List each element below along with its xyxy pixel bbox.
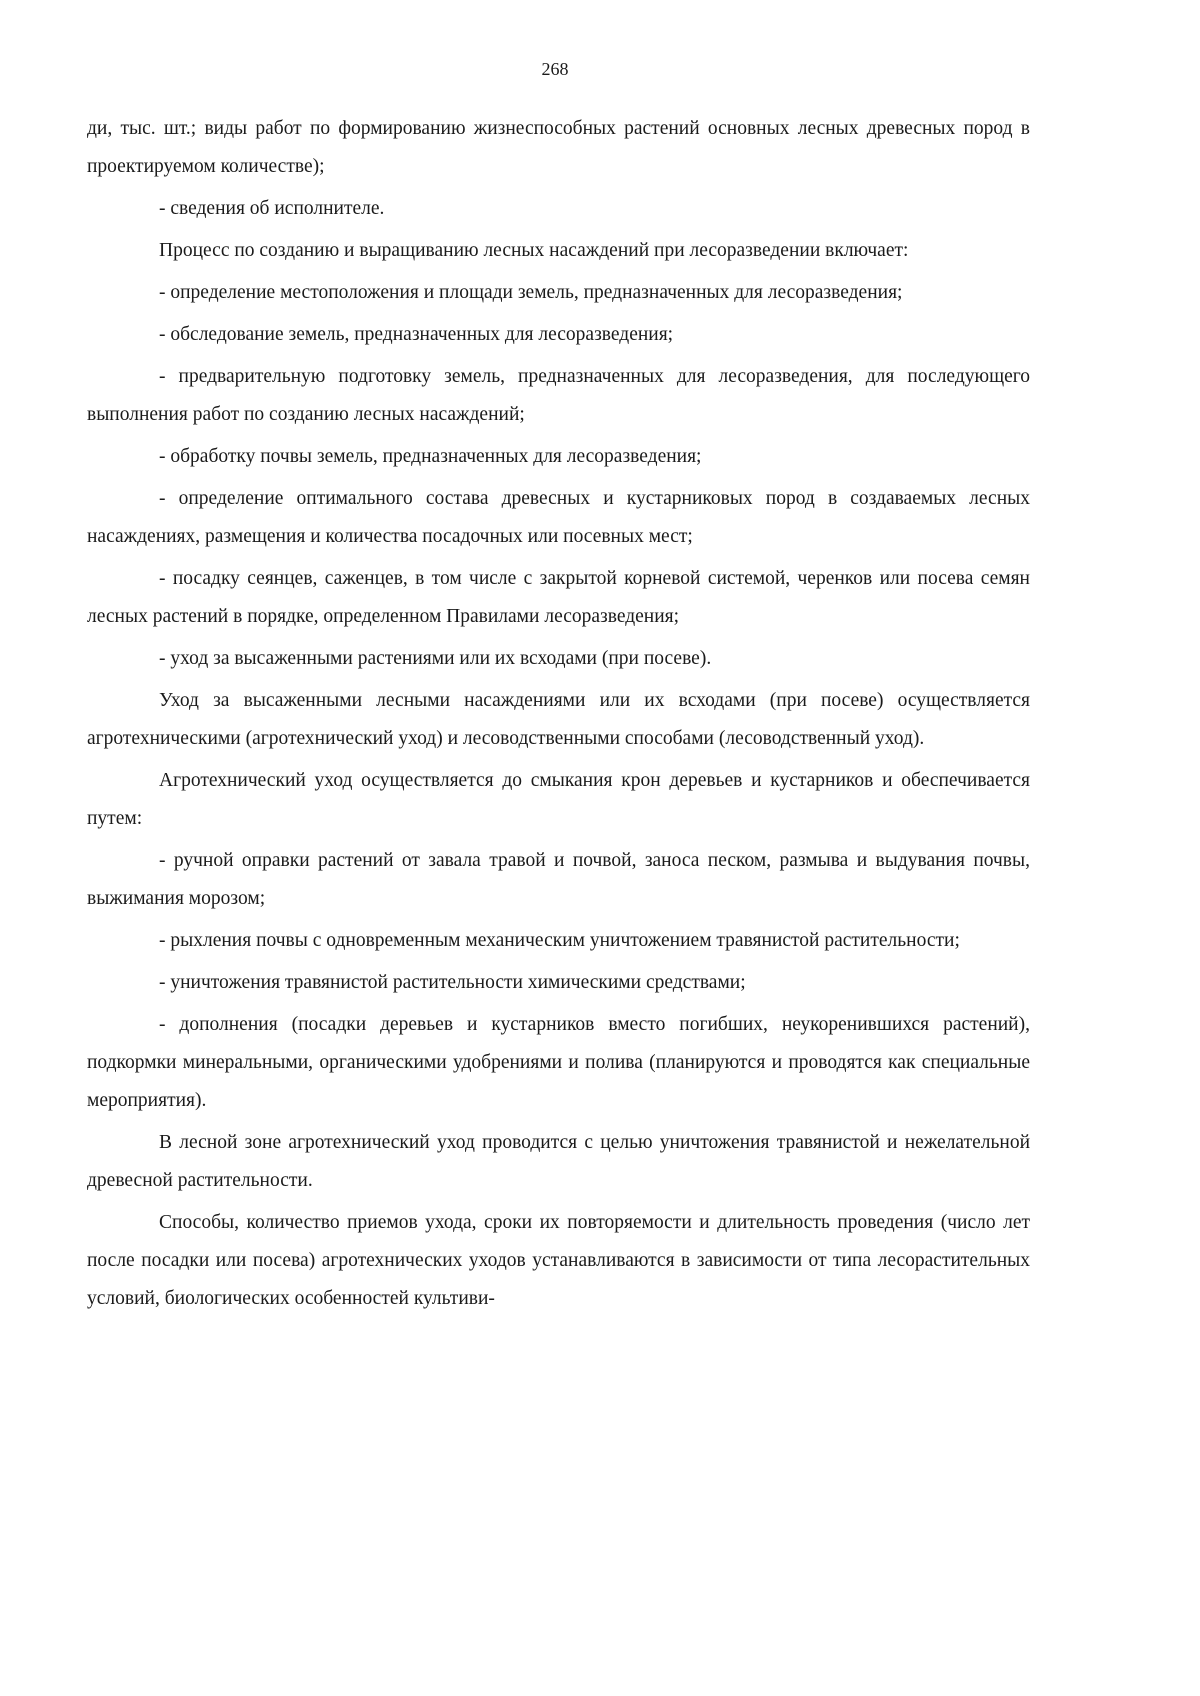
list-item: - обработку почвы земель, предназначенных для лесоразведения; xyxy=(159,446,702,467)
paragraph: ди, тыс. шт.; виды работ по формированию жизнеспособных растений основных лесных древесных пород в проектируемом количестве); xyxy=(87,118,1030,177)
list-item: - рыхления почвы с одновременным механическим уничтожением травянистой растительности; xyxy=(159,930,960,951)
list-item: - ручной оправки растений от завала травой и почвой, заноса песком, размыва и выдувания почвы, выжимания морозом; xyxy=(87,850,1030,909)
list-item: - определение оптимального состава древесных и кустарниковых пород в создаваемых лесных насаждениях, размещения и количества посадочных или посевных мест; xyxy=(87,488,1030,547)
list-item: - уничтожения травянистой растительности химическими средствами; xyxy=(159,972,746,993)
list-item: - дополнения (посадки деревьев и кустарников вместо погибших, неукоренившихся растений), подкормки минеральными, органическими удобрениями и полива (планируются и проводятся как специальные мероприятия). xyxy=(87,1014,1030,1111)
list-item: - предварительную подготовку земель, предназначенных для лесоразведения, для последующего выполнения работ по созданию лесных насаждений; xyxy=(87,366,1030,425)
list-item: - определение местоположения и площади земель, предназначенных для лесоразведения; xyxy=(159,282,903,303)
paragraph: Агротехнический уход осуществляется до смыкания крон деревьев и кустарников и обеспечивается путем: xyxy=(87,770,1030,829)
page-number: 268 xyxy=(541,59,569,79)
list-item: - уход за высаженными растениями или их всходами (при посеве). xyxy=(159,648,712,669)
paragraph: Способы, количество приемов ухода, сроки их повторяемости и длительность проведения (число лет после посадки или посева) агротехнических уходов устанавливаются в зависимости от типа лесорастительных условий, биологических особенностей культиви- xyxy=(87,1212,1030,1309)
list-item: - обследование земель, предназначенных для лесоразведения; xyxy=(159,324,674,345)
document-body xyxy=(87,110,1030,1322)
list-item: - посадку сеянцев, саженцев, в том числе с закрытой корневой системой, черенков или посева семян лесных растений в порядке, определенном Правилами лесоразведения; xyxy=(87,568,1030,627)
paragraph: Уход за высаженными лесными насаждениями или их всходами (при посеве) осуществляется агротехническими (агротехнический уход) и лесоводственными способами (лесоводственный уход). xyxy=(87,690,1030,749)
paragraph: В лесной зоне агротехнический уход проводится с целью уничтожения травянистой и нежелательной древесной растительности. xyxy=(87,1132,1030,1191)
list-item: - сведения об исполнителе. xyxy=(159,198,385,219)
paragraph: Процесс по созданию и выращиванию лесных насаждений при лесоразведении включает: xyxy=(159,240,909,261)
